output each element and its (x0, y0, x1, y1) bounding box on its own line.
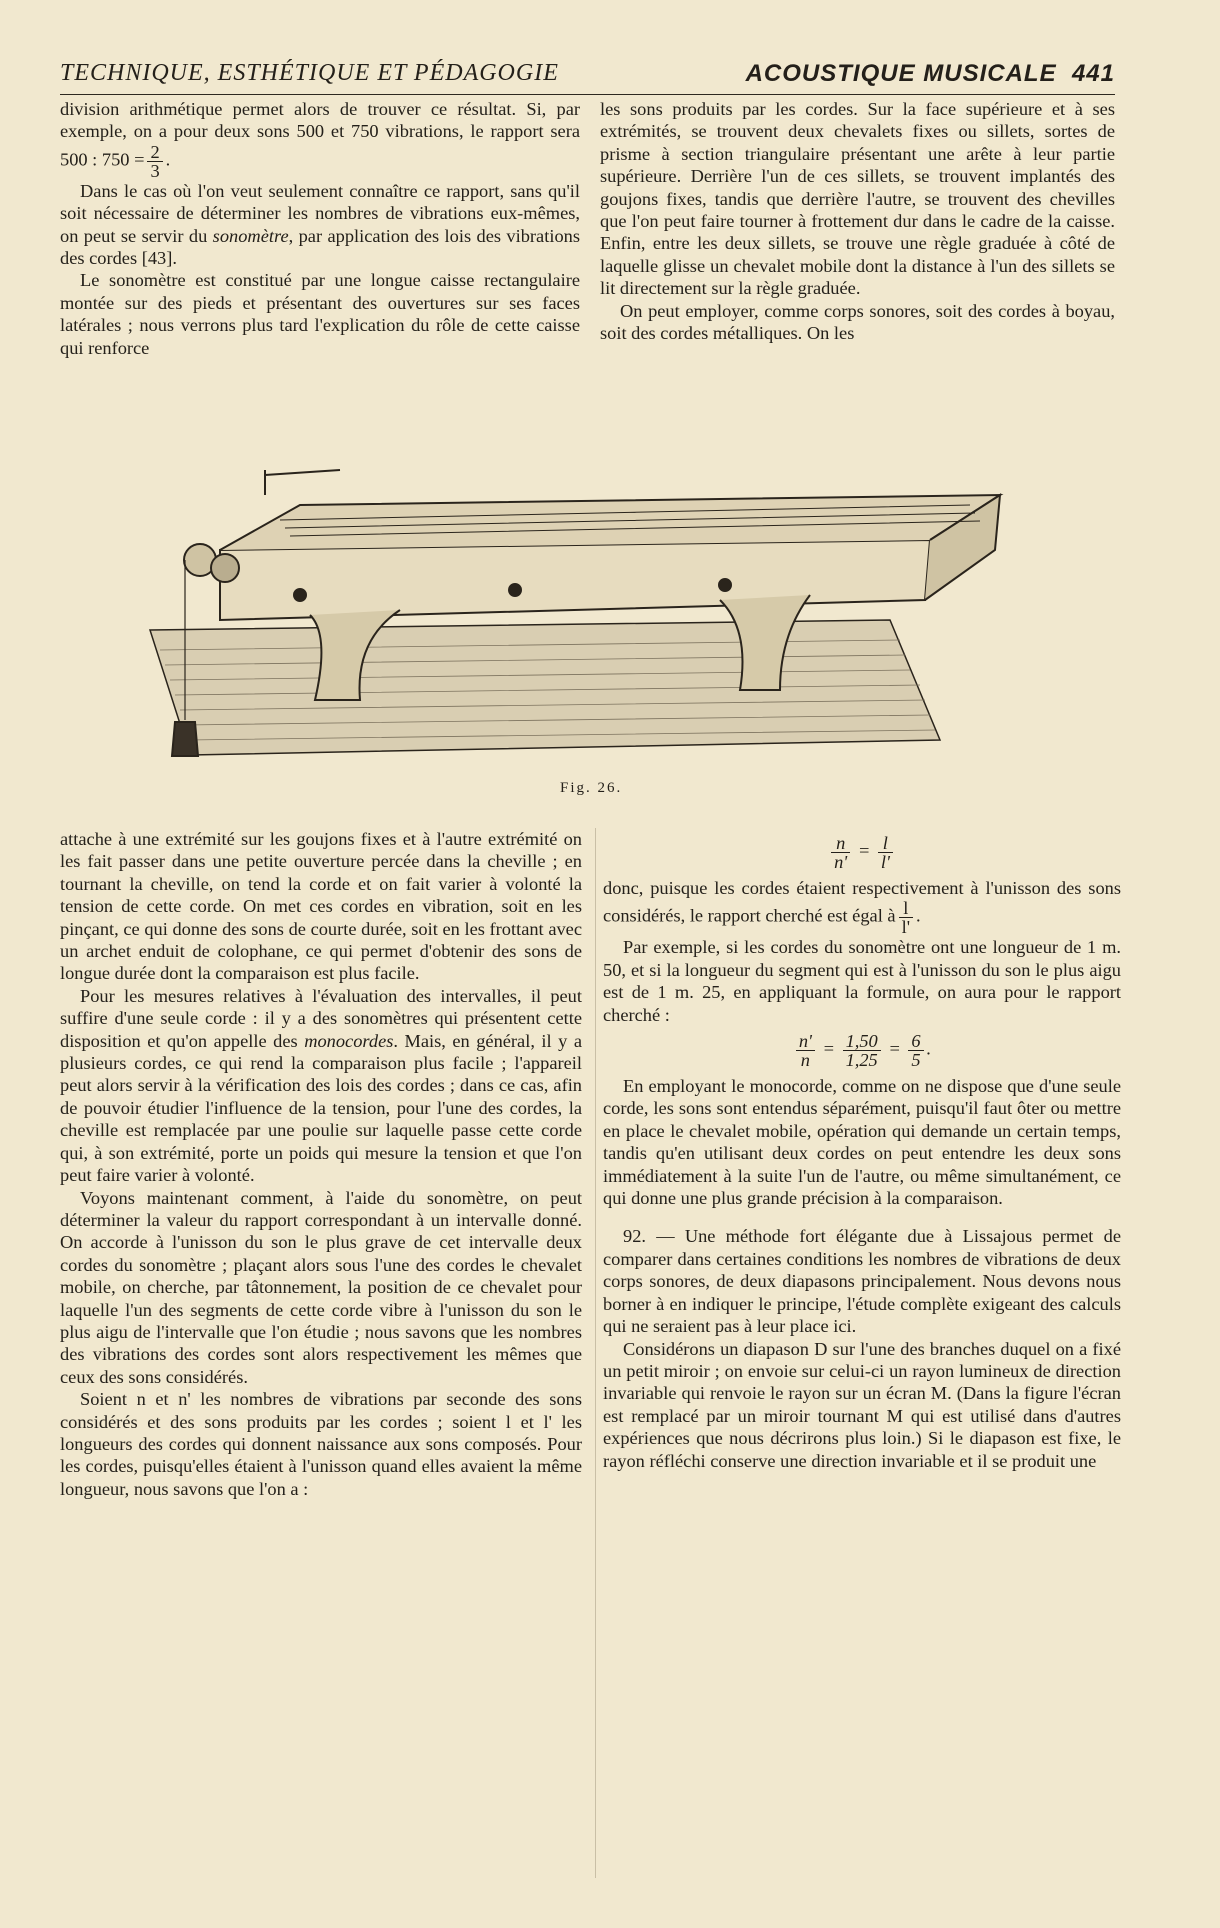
numerator: 1,50 (843, 1032, 881, 1051)
paragraph: 92. — Une méthode fort élégante due à Lissajous permet de comparer dans certaines conditions les nombres de vibrations de deux corps sonores, de deux diapasons principalement. Nous devons nous borner à en indiquer le principe, l'étude complète exigeant des calculs qui ne seraient pas à leur place ici. (603, 1226, 1121, 1337)
paragraph: Par exemple, si les cordes du sonomètre ont une longueur de 1 m. 50, et si la longueur du segment qui est à l'unisson du son le plus aigu est de 1 m. 25, en appliquant la formule, on aura pour le rapport cherché : (603, 937, 1121, 1025)
sound-hole-icon (719, 579, 731, 591)
fraction (878, 834, 893, 871)
numerator: l (878, 834, 893, 853)
paragraph: En employant le monocorde, comme on ne dispose que d'une seule corde, les sons sont entendus séparément, puisqu'il faut ôter ou mettre en place le chevalet mobile, opération qui demande un certain temps, tandis qu'en utilisant deux cordes on peut entendre les deux sons immédiatement à la suite l'un de l'autre, ou même simultanément, ce qui donne une plus grande précision à la comparaison. (603, 1076, 1121, 1209)
text: . Mais, en général, il y a plusieurs cordes, ce qui rend la comparaison plus facile ; l'appareil peut alors servir à la vérification des lois des cordes ; dans ce cas, afin de pouvoir étudier l'influence de la tension, pour l'une des cordes, la cheville est remplacée par une poulie sur laquelle passe cette corde qui, à son extrémité, porte un poids qui mesure la tension et que l'on peut faire varier à volonté. (60, 1030, 582, 1186)
emphasis: monocordes (304, 1030, 394, 1051)
numerator: n (831, 834, 850, 853)
fraction (899, 899, 913, 936)
sound-hole-icon (509, 584, 521, 596)
text: Pour les mesures relatives à l'évaluation des intervalles, il peut suffire d'une seule corde : il y a des sonomètres qui présentent cette disposition et qu'on appelle des (60, 985, 582, 1051)
paragraph: les sons produits par les cordes. Sur la face supérieure et à ses extrémités, se trouvent deux chevalets fixes ou sillets, sortes de prisme à section triangulaire présentant une arête à leur partie supérieure. Derrière l'un de ces sillets, se trouvent implantés des goujons fixes, tandis que derrière l'autre, se trouvent des chevilles que l'on peut faire tourner à frottement dur dans le cadre de la caisse. Enfin, entre les deux sillets, se trouve une règle graduée à côté de laquelle glisse un chevalet mobile dont la distance à l'un des sillets se lit directement sur la règle graduée. (600, 99, 1115, 299)
denominator: 1,25 (845, 1050, 878, 1071)
numerator: l (899, 899, 913, 918)
paragraph: Soient n et n' les nombres de vibrations par seconde des sons considérés et des sons produits par les cordes ; soient l et l' les longueurs des cordes qui donnent naissance aux sons composés. Pour les cordes, puisqu'elles étaient à l'unisson quand elles avaient la même longueur, nous savons que l'on a : (60, 1389, 582, 1499)
sonometer-illustration (130, 450, 1030, 780)
paragraph: Considérons un diapason D sur l'une des branches duquel on a fixé un petit miroir ; on envoie sur celui-ci un rayon lumineux de direction invariable qui renvoie le rayon sur un écran M. (Dans la figure l'écran est remplacé par un miroir tournant M qui est utilisé dans d'autres expériences que nous décrirons plus loin.) Si le diapason est fixe, le rayon réfléchi conserve une direction invariable et il se produit une (603, 1338, 1121, 1471)
paragraph: Le sonomètre est constitué par une longue caisse rectangulaire montée sur des pieds et présentant des ouvertures sur ses faces latérales ; nous verrons plus tard l'explication du rôle de cette caisse qui renforce (60, 270, 580, 358)
denominator: l' (901, 917, 911, 938)
paragraph: On peut employer, comme corps sonores, soit des cordes à boyau, soit des cordes métalliques. On les (600, 300, 1115, 344)
denominator: 3 (150, 160, 160, 181)
equation: $\frac{n'}{n}$ = $\frac{1,50}{1,25}$ = $\frac{6}{5}$ . (603, 1032, 1121, 1069)
text: Dans le cas où l'on veut seulement connaître ce rapport, sans qu'il soit nécessaire de déterminer les nombres de vibrations eux-mêmes, on peut se servir du (60, 180, 580, 246)
paragraph: division arithmétique permet alors de trouver ce résultat. Si, par exemple, on a pour deux sons 500 et 750 vibrations, le rapport sera 500 : 750 = $\frac{2}{3}$ . (60, 99, 580, 181)
denominator: 5 (911, 1050, 921, 1071)
paragraph: attache à une extrémité sur les goujons fixes et à l'autre extrémité on les fait passer dans une petite ouverture percée dans la cheville ; en tournant la cheville, on tend la corde et on fait varier à volonté la tension de cette corde. On met ces cordes en vibration, soit en les pinçant, ce qui donne des sons de courte durée, soit en les frottant avec un archet enduit de colophane, ce qui permet d'obtenir des sons de longue durée dont la comparaison est plus facile. (60, 829, 582, 984)
fraction (147, 143, 162, 180)
text: , par application des lois des vibrations des cordes [43]. (60, 225, 580, 269)
fraction (908, 1032, 923, 1069)
crank-icon (265, 470, 340, 495)
numerator: n' (796, 1032, 815, 1051)
header-title: ACOUSTIQUE MUSICALE (745, 60, 1057, 87)
text: division arithmétique permet alors de trouver ce résultat. Si, par exemple, on a pour deux sons 500 et 750 vibrations, le rapport sera 500 : 750 = (60, 99, 580, 170)
text: donc, puisque les cordes étaient respectivement à l'unisson des sons considérés, le rapport cherché est égal à (603, 878, 1121, 927)
sound-hole-icon (294, 589, 306, 601)
table-surface (150, 620, 940, 755)
weight-icon (172, 722, 198, 756)
header-right (746, 60, 1115, 88)
page-number: 441 (1071, 60, 1115, 87)
emphasis: sonomètre (212, 225, 289, 246)
sonometer-box (220, 540, 930, 620)
equation: $\frac{n}{n'}$ = $\frac{l}{l'}$ (603, 834, 1121, 871)
paragraph (60, 985, 582, 1187)
header-left: TECHNIQUE, ESTHÉTIQUE ET PÉDAGOGIE (60, 60, 559, 86)
bottom-left-column (60, 828, 582, 1500)
paragraph: donc, puisque les cordes étaient respectivement à l'unisson des sons considérés, le rapport cherché est égal à $\frac{l}{l'}$ . (603, 878, 1121, 938)
top-right-column (600, 98, 1115, 344)
figure-caption: Fig. 26. (560, 780, 623, 796)
running-header (60, 58, 1115, 95)
numerator: 6 (908, 1032, 923, 1051)
denominator: n (800, 1050, 810, 1071)
denominator: n' (834, 852, 848, 872)
paragraph (60, 180, 580, 270)
fraction (831, 834, 850, 871)
top-left-column (60, 98, 580, 359)
denominator: l' (880, 852, 890, 872)
numerator: 2 (147, 143, 162, 162)
column-rule (595, 828, 596, 1878)
paragraph: Voyons maintenant comment, à l'aide du sonomètre, on peut déterminer la valeur du rapport correspondant à un intervalle donné. On accorde à l'unisson du son le plus grave de cet intervalle deux cordes du sonomètre ; plaçant alors sous l'une des cordes le chevalet mobile, on cherche, par tâtonnement, la position de ce chevalet pour laquelle l'un des segments de cette corde vibre à l'unisson du son le plus aigu de l'intervalle que l'on étudie ; nous savons que les nombres des vibrations des cordes sont alors respectivement les mêmes que ceux des sons considérés. (60, 1187, 582, 1387)
fraction (843, 1032, 881, 1069)
bottom-right-column (603, 828, 1121, 1472)
fraction (796, 1032, 815, 1069)
